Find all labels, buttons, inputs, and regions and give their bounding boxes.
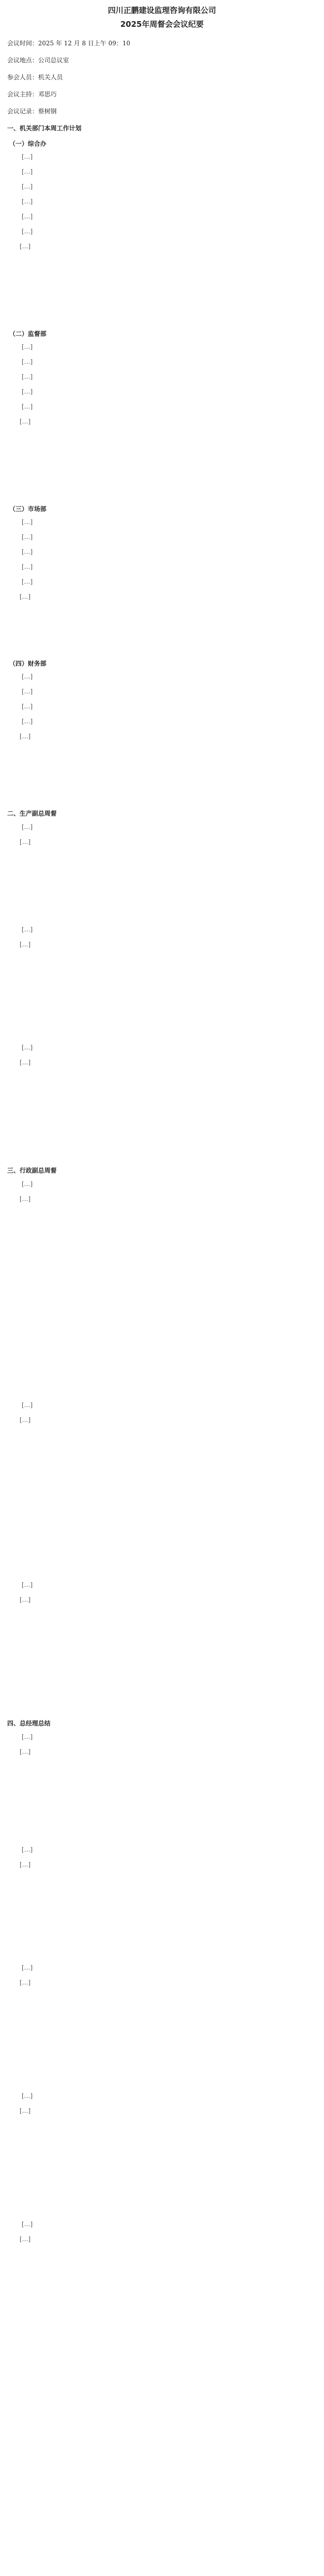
body-line: […] — [22, 548, 33, 555]
body-paragraph: […] — [20, 1979, 31, 1986]
body-line: […] — [22, 343, 33, 350]
subsection-heading: （二）监督部 — [9, 330, 47, 337]
body-paragraph: […] — [20, 1059, 31, 1066]
body-line: […] — [22, 388, 33, 395]
body-line: […] — [22, 673, 33, 680]
body-line: […] — [22, 1180, 33, 1188]
body-line: […] — [22, 703, 33, 710]
body-line: […] — [22, 1846, 33, 1853]
body-paragraph: […] — [20, 593, 31, 600]
body-line: […] — [22, 2092, 33, 2099]
body-paragraph: […] — [20, 2107, 31, 2114]
meeting-attendees: 参会人员：机关人员 — [7, 74, 63, 81]
body-line: […] — [22, 153, 33, 160]
body-paragraph: […] — [20, 1748, 31, 1755]
meeting-recorder: 会议记录：蔡树钢 — [7, 108, 57, 115]
body-line: […] — [22, 533, 33, 540]
body-paragraph: […] — [20, 1195, 31, 1202]
body-line: […] — [22, 1964, 33, 1971]
body-line: […] — [22, 1733, 33, 1740]
meeting-place: 会议地点：公司总议室 — [7, 57, 70, 64]
body-line: […] — [22, 168, 33, 175]
body-line: […] — [22, 578, 33, 585]
body-line: […] — [22, 228, 33, 235]
body-paragraph: […] — [20, 941, 31, 948]
body-paragraph: […] — [20, 243, 31, 250]
body-line: […] — [22, 198, 33, 205]
body-line: […] — [22, 2221, 33, 2228]
section-heading: 二、生产副总周督 — [7, 810, 57, 817]
subsection-heading: （四）财务部 — [9, 660, 47, 667]
body-paragraph: […] — [20, 1596, 31, 1603]
body-line: […] — [22, 373, 33, 380]
section-heading: 一、机关部门本周工作计划 — [7, 125, 82, 132]
body-line: […] — [22, 518, 33, 526]
document-title: 2025年周督会会议纪要 — [120, 20, 204, 29]
body-line: […] — [22, 688, 33, 695]
body-line: […] — [22, 718, 33, 725]
body-paragraph: […] — [20, 2235, 31, 2243]
body-paragraph: […] — [20, 838, 31, 845]
meeting-host: 会议主持：邓思巧 — [7, 91, 57, 98]
body-line: […] — [22, 213, 33, 220]
body-paragraph: […] — [20, 1861, 31, 1868]
body-line: […] — [22, 1044, 33, 1051]
subsection-heading: （三）市场部 — [9, 505, 47, 513]
body-line: […] — [22, 1401, 33, 1409]
body-paragraph: […] — [20, 733, 31, 740]
body-line: […] — [22, 1581, 33, 1588]
body-line: […] — [22, 358, 33, 365]
subsection-heading: （一）综合办 — [9, 140, 47, 147]
body-paragraph: […] — [20, 418, 31, 425]
body-line: […] — [22, 183, 33, 190]
meeting-time: 会议时间：2025 年 12 月 8 日上午 09：10 — [7, 40, 130, 47]
body-line: […] — [22, 563, 33, 570]
body-line: […] — [22, 823, 33, 831]
section-heading: 四、总经理总结 — [7, 1720, 51, 1727]
body-paragraph: […] — [20, 1416, 31, 1423]
body-line: […] — [22, 403, 33, 410]
body-line: […] — [22, 926, 33, 933]
section-heading: 三、行政副总周督 — [7, 1167, 57, 1174]
company-title: 四川正鹏建设监理咨询有限公司 — [108, 6, 216, 15]
